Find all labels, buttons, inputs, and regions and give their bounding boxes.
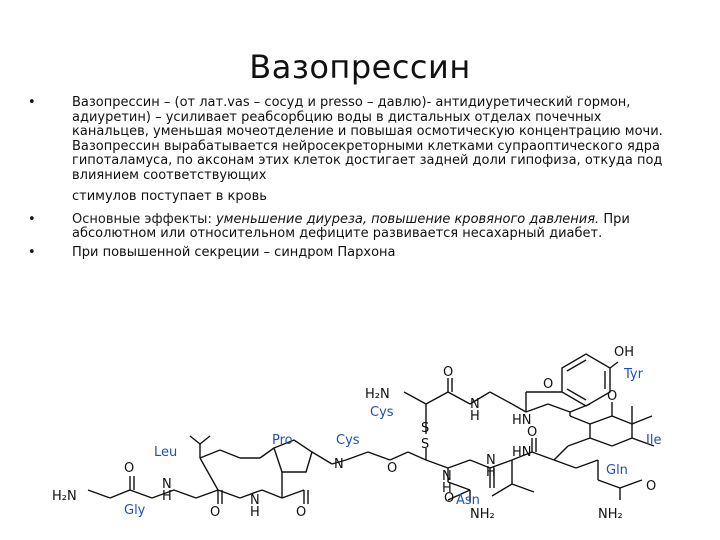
- residue-label-asn: Asn: [456, 493, 480, 508]
- nitrogen-label: N: [250, 493, 260, 508]
- bullet-dot: •: [28, 95, 36, 110]
- amino-terminus-label: H₂N: [52, 489, 77, 504]
- imino-label: HN: [512, 413, 532, 428]
- oxygen-label: O: [444, 491, 455, 506]
- residue-label-gly: Gly: [124, 503, 146, 518]
- sulfur-label: S: [421, 421, 430, 436]
- hydrogen-label: H: [162, 489, 172, 504]
- hydrogen-label: H: [470, 409, 480, 424]
- vasopressin-structure-diagram: [50, 340, 670, 535]
- residue-label-tyr: Tyr: [624, 367, 643, 382]
- bullet-dot: •: [28, 211, 36, 227]
- oxygen-label: O: [387, 461, 398, 476]
- bullet-item-effects: [28, 213, 678, 242]
- bullet-effects-lead: Основные эффекты:: [72, 211, 216, 227]
- nitrogen-label: N: [486, 453, 496, 468]
- slide-title: Вазопрессин: [249, 48, 471, 86]
- hydrogen-label: H: [442, 481, 452, 496]
- oxygen-label: O: [124, 461, 135, 476]
- bullet-effects-emphasis: уменьшение диуреза, повышение кровяного давления.: [215, 211, 600, 227]
- bullet-item-parhon: [28, 246, 678, 261]
- bullet-text-parhon: При повышенной секреции – синдром Пархона: [72, 244, 396, 260]
- residue-label-ile: Ile: [646, 433, 662, 448]
- bullet-item-definition: [28, 96, 678, 205]
- tyrosine-ring: [562, 354, 610, 406]
- oxygen-label: O: [296, 505, 307, 520]
- amino-terminus-label: H₂N: [365, 387, 390, 402]
- bond-lines: [88, 354, 657, 504]
- oxygen-label: O: [646, 479, 657, 494]
- imino-label: HN: [512, 445, 532, 460]
- oxygen-label: O: [607, 389, 618, 404]
- oxygen-label: O: [543, 377, 554, 392]
- hydroxyl-label: OH: [614, 345, 635, 360]
- nitrogen-label: N: [334, 457, 344, 472]
- residue-label-pro: Pro: [272, 433, 293, 448]
- hydrogen-label: H: [486, 465, 496, 480]
- residue-label-gln: Gln: [606, 463, 628, 478]
- bullet-effects-text: При абсолютном или относительном дефиците развивается несахарный диабет.: [72, 211, 630, 241]
- oxygen-label: O: [443, 365, 454, 380]
- residue-label-cys: Cys: [370, 405, 394, 420]
- bullet-dot: •: [28, 244, 36, 260]
- oxygen-label: O: [527, 425, 538, 440]
- hydrogen-label: H: [250, 505, 260, 520]
- gln-amide-label: NH₂: [598, 507, 623, 522]
- nitrogen-label: N: [162, 477, 172, 492]
- oxygen-label: O: [210, 505, 221, 520]
- sulfur-label: S: [421, 437, 430, 452]
- nitrogen-label: N: [470, 397, 480, 412]
- bullet-text-continuation: стимулов поступает в кровь: [72, 189, 267, 204]
- nitrogen-label: N: [442, 469, 452, 484]
- residue-label-leu: Leu: [154, 445, 178, 460]
- bullet-list: [28, 96, 678, 260]
- asn-amide-label: NH₂: [470, 507, 495, 522]
- bullet-text-definition: Вазопрессин – (от лат.vas – сосуд и presso – давлю)- антидиуретический гормон, адиуретин) – усиливает реабсорбцию воды в дистальных отделах почечных канальцев, уменьшая мочеотделение и повышая осмотическую концентрацию мочи. Вазопрессин вырабатывается нейросекреторными клетками супраоптического ядра гипоталамуса, по аксонам этих клеток достигает задней доли гипофиза, откуда под влиянием соответствующих: [72, 95, 663, 183]
- residue-label-cys: Cys: [336, 433, 360, 448]
